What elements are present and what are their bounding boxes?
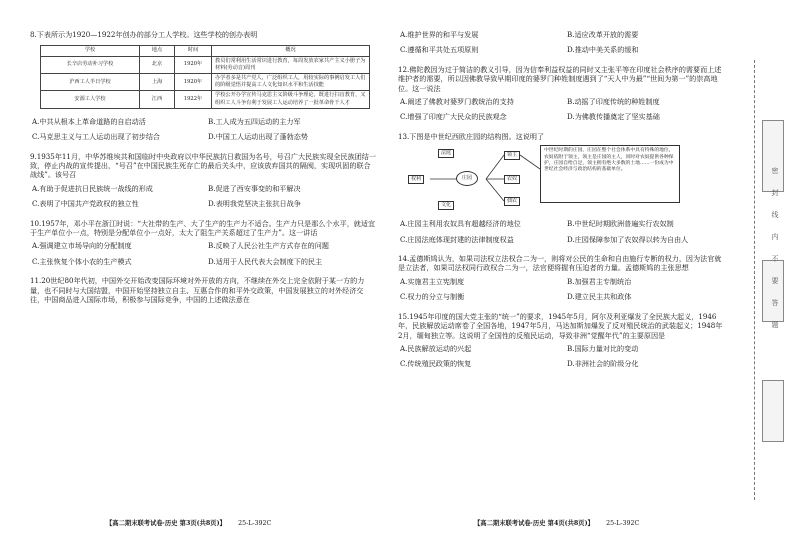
seal-char: 封 — [771, 189, 779, 197]
school-table — [40, 45, 370, 108]
table-header-row — [41, 46, 370, 56]
seal-label — [770, 160, 780, 336]
option-d[interactable]: D.中国工人运动出现了蓬勃态势 — [208, 132, 308, 142]
option-c[interactable]: C.传统殖民政策的恢复 — [400, 359, 472, 369]
option-c[interactable]: C.增强了印度广大民众的民族观念 — [400, 112, 507, 122]
question-10-stem: 10.1957年，邓小平在浙江时说：“大社带的生产、大了生产的生产力不适合。生产力只是那么个水平，就适宜于生产单位小一点，特别是分配单位小一点好，太大了阻生产关系超过了生产力”。这一讲话 — [30, 218, 376, 238]
binding-sidebar — [742, 0, 794, 536]
footer-code: 25-L-392C — [606, 520, 640, 527]
diagram-node: 佃农 — [504, 197, 520, 206]
table-cell: 北京 — [140, 56, 175, 73]
seal-char: 密 — [771, 167, 779, 175]
option-b[interactable]: B.工人成为五四运动的主力军 — [208, 116, 301, 126]
table-cell: 办学者多是共产党人，广泛组织工人，用较实际的事例启发工人们的阶级觉悟并提高工人文化知识水平和生活技能 — [212, 74, 370, 91]
question-14-options — [400, 277, 726, 302]
question-13-stem: 13.下图是中世纪西欧庄园的结构图。这说明了 — [398, 131, 545, 141]
question-15-options — [400, 344, 726, 369]
option-a[interactable]: A.民族解放运动的兴起 — [400, 343, 472, 353]
option-b[interactable]: B.国际力量对比的变动 — [567, 343, 639, 353]
question-9-stem: 9.1935年11月，中华苏维埃共和国临时中央政府以中华民族抗日救国为名号，号召广大民族实现全民族团结一致，停止内战的宣传提出，“号召”在中国民族生死存亡的最后关头中，应该放弃国共的隔阂，实现巩固的联合战线”。该号召 — [30, 151, 376, 180]
option-d[interactable]: D.庄园保障参加了农奴得以转为自由人 — [567, 234, 689, 244]
seal-char: 要 — [771, 277, 779, 285]
table-cell: 教员们常利用生活常识进行教育，每周发放农家共产主义小册子为材料(劳动音)周刊 — [212, 56, 370, 73]
option-a[interactable]: A.强调建立市场导向的分配制度 — [32, 241, 132, 251]
option-a[interactable]: A.中共从根本上革命道路的自启动活 — [32, 116, 146, 126]
question-8-options — [32, 117, 376, 142]
question-8-stem: 8.下表所示为1920—1922年创办的部分工人学校。这些学校的创办表明 — [30, 30, 258, 39]
option-c[interactable]: C.权力的分立与制衡 — [400, 292, 465, 302]
option-b[interactable]: B.适应改革开放的需要 — [567, 30, 639, 39]
left-footer — [106, 518, 271, 527]
option-a[interactable]: A.实施君主立宪制度 — [400, 276, 465, 286]
question-12-options — [400, 97, 726, 122]
question-11-options — [400, 30, 726, 55]
table-cell: 1920年 — [175, 74, 212, 91]
question-11-stem: 11.20世纪80年代初，中国外交开始改变国际环境对外开放的方向，不继续在外交上完全依附于某一方的力量，也不同时与大国结盟，中国开始坚持独立自主、互惠合作的和平外交政策，中国发展独立的对外经济交往，中国商品进入国际市场，积极参与国际竞争，中国的上述做法意在 — [30, 276, 365, 305]
option-c[interactable]: C.遵循和平共处五项原则 — [400, 45, 479, 55]
question-10-options — [32, 241, 376, 266]
diagram-node: 领主 — [504, 151, 520, 160]
table-cell: 安源工人学校 — [41, 91, 140, 108]
footer-title: 【高二期末联考试卷·历史 第4页(共8页)】 — [474, 520, 594, 527]
seal-char: 内 — [771, 233, 779, 241]
option-d[interactable]: D.适用于人民代表大会制度下的民主 — [208, 256, 323, 266]
table-cell: 江西 — [140, 91, 175, 108]
option-a[interactable]: A.庄园主利用农奴具有超越经济的地位 — [400, 219, 521, 229]
option-c[interactable]: C.主张恢复个体小农的生产模式 — [32, 256, 132, 266]
table-cell: 学校公开办学宣传马克思主义阶级斗争理论，既进行扫盲教育，又组织工人斗争有利于发展工人运动培养了一批革命骨干人才 — [212, 91, 370, 108]
diagram-node: 权利 — [408, 175, 424, 184]
question-9-options — [32, 184, 376, 209]
option-b[interactable]: B.加强君主专制统治 — [567, 276, 632, 286]
option-b[interactable]: B.促进了西安事变的和平解决 — [208, 183, 301, 193]
right-page — [398, 30, 726, 379]
seal-char: 线 — [771, 211, 779, 219]
seal-char: 题 — [771, 321, 779, 329]
diagram-label: 法庭 — [438, 149, 454, 158]
diagram-label: 文化 — [438, 201, 454, 210]
table-cell: 长辛店劳动补习学校 — [41, 56, 140, 73]
option-a[interactable]: A.有助于促进抗日民族统一战线的形成 — [32, 183, 153, 193]
question-12-stem: 12.佛陀教因为过于简洁的教义引导，因为信奉利益权益的同时又主张平等在印度社会秩序的需要而上述维护者的需要，所以因佛教导致早期印度的婆罗门种姓制度遇到了“天人中为最”“世间为第一”的崇高地位。这一说法 — [398, 64, 722, 93]
question-13-options — [400, 219, 726, 244]
binding-line — [754, 60, 755, 500]
option-d[interactable]: D.表明我党坚决主张抗日战争 — [208, 199, 301, 209]
option-a[interactable]: A.维护世界的和平与发展 — [400, 30, 479, 39]
option-d[interactable]: D.推动中美关系的缓和 — [567, 45, 639, 55]
table-row — [41, 56, 370, 73]
option-d[interactable]: D.为佛教传播奠定了坚实基础 — [567, 112, 660, 122]
question-14-stem: 14.孟德斯鸠认为，如果司法权立法权合二为一，则将对公民的生命和自由施行专断的权力，因为法官就是立法者，如果司法权同行政权合二为一，法官便将握有压迫者的力量。孟德斯鸠的主张思想 — [398, 254, 722, 273]
table-cell: 1920年 — [175, 56, 212, 73]
seal-char: 答 — [771, 299, 779, 307]
table-row — [41, 74, 370, 91]
option-d[interactable]: D.建立民主共和政体 — [567, 292, 632, 302]
seal-char: 不 — [771, 255, 779, 263]
table-header: 学校 — [41, 46, 140, 56]
manor-diagram — [408, 145, 688, 213]
table-header: 概况 — [212, 46, 370, 56]
option-d[interactable]: D.非洲社会的阶级分化 — [567, 359, 639, 369]
table-row — [41, 91, 370, 108]
option-b[interactable]: B.中世纪时期欧洲普遍实行农奴制 — [567, 219, 674, 229]
right-footer — [474, 518, 639, 527]
seal-box — [762, 380, 784, 442]
footer-title: 【高二期末联考试卷·历史 第3页(共8页)】 — [106, 520, 226, 527]
option-b[interactable]: B.反映了人民公社生产方式存在的问题 — [208, 241, 329, 251]
footer-code: 25-L-392C — [238, 520, 272, 527]
left-page — [30, 30, 376, 308]
question-15-stem: 15.1945年印度的国大党主张的“统一”的要求，1945年5月，阿尔及利亚爆发了全民族大起义，1946年，民族解放运动席卷了全国各地，1947年5月，马达加斯加爆发了反对殖民统治的武装起义；1948年2月，缅甸独立等。这说明了全国性的反殖民运动，导致非洲“觉醒年代”的主要原因是 — [398, 311, 723, 340]
table-header: 时间 — [175, 46, 212, 56]
option-a[interactable]: A.阐述了佛教对婆罗门教统治的支持 — [400, 97, 514, 107]
table-header: 地点 — [140, 46, 175, 56]
diagram-center: 庄园 — [456, 171, 478, 186]
option-c[interactable]: C.庄园法庭体现封建的法律制度权益 — [400, 234, 514, 244]
diagram-note: 中世纪时期的庄园，庄园在整个社会体系中具有特殊的地位，农奴依附于领主，领主是庄园的主人，同时对农奴提供各种保护，庄园自给自足，领主拥有绝大多数的土地……一份成为中世纪社会经济与政治结构的基础单位。 — [540, 145, 680, 203]
option-c[interactable]: C.马克思主义与工人运动出现了初步结合 — [32, 132, 161, 142]
table-cell: 上海 — [140, 74, 175, 91]
diagram-node: 农奴 — [504, 175, 520, 184]
table-cell: 1922年 — [175, 91, 212, 108]
table-cell: 沪西工人半日学校 — [41, 74, 140, 91]
option-b[interactable]: B.动摇了印度传统的种姓制度 — [567, 97, 660, 107]
option-c[interactable]: C.表明了中国共产党政权的独立性 — [32, 199, 139, 209]
